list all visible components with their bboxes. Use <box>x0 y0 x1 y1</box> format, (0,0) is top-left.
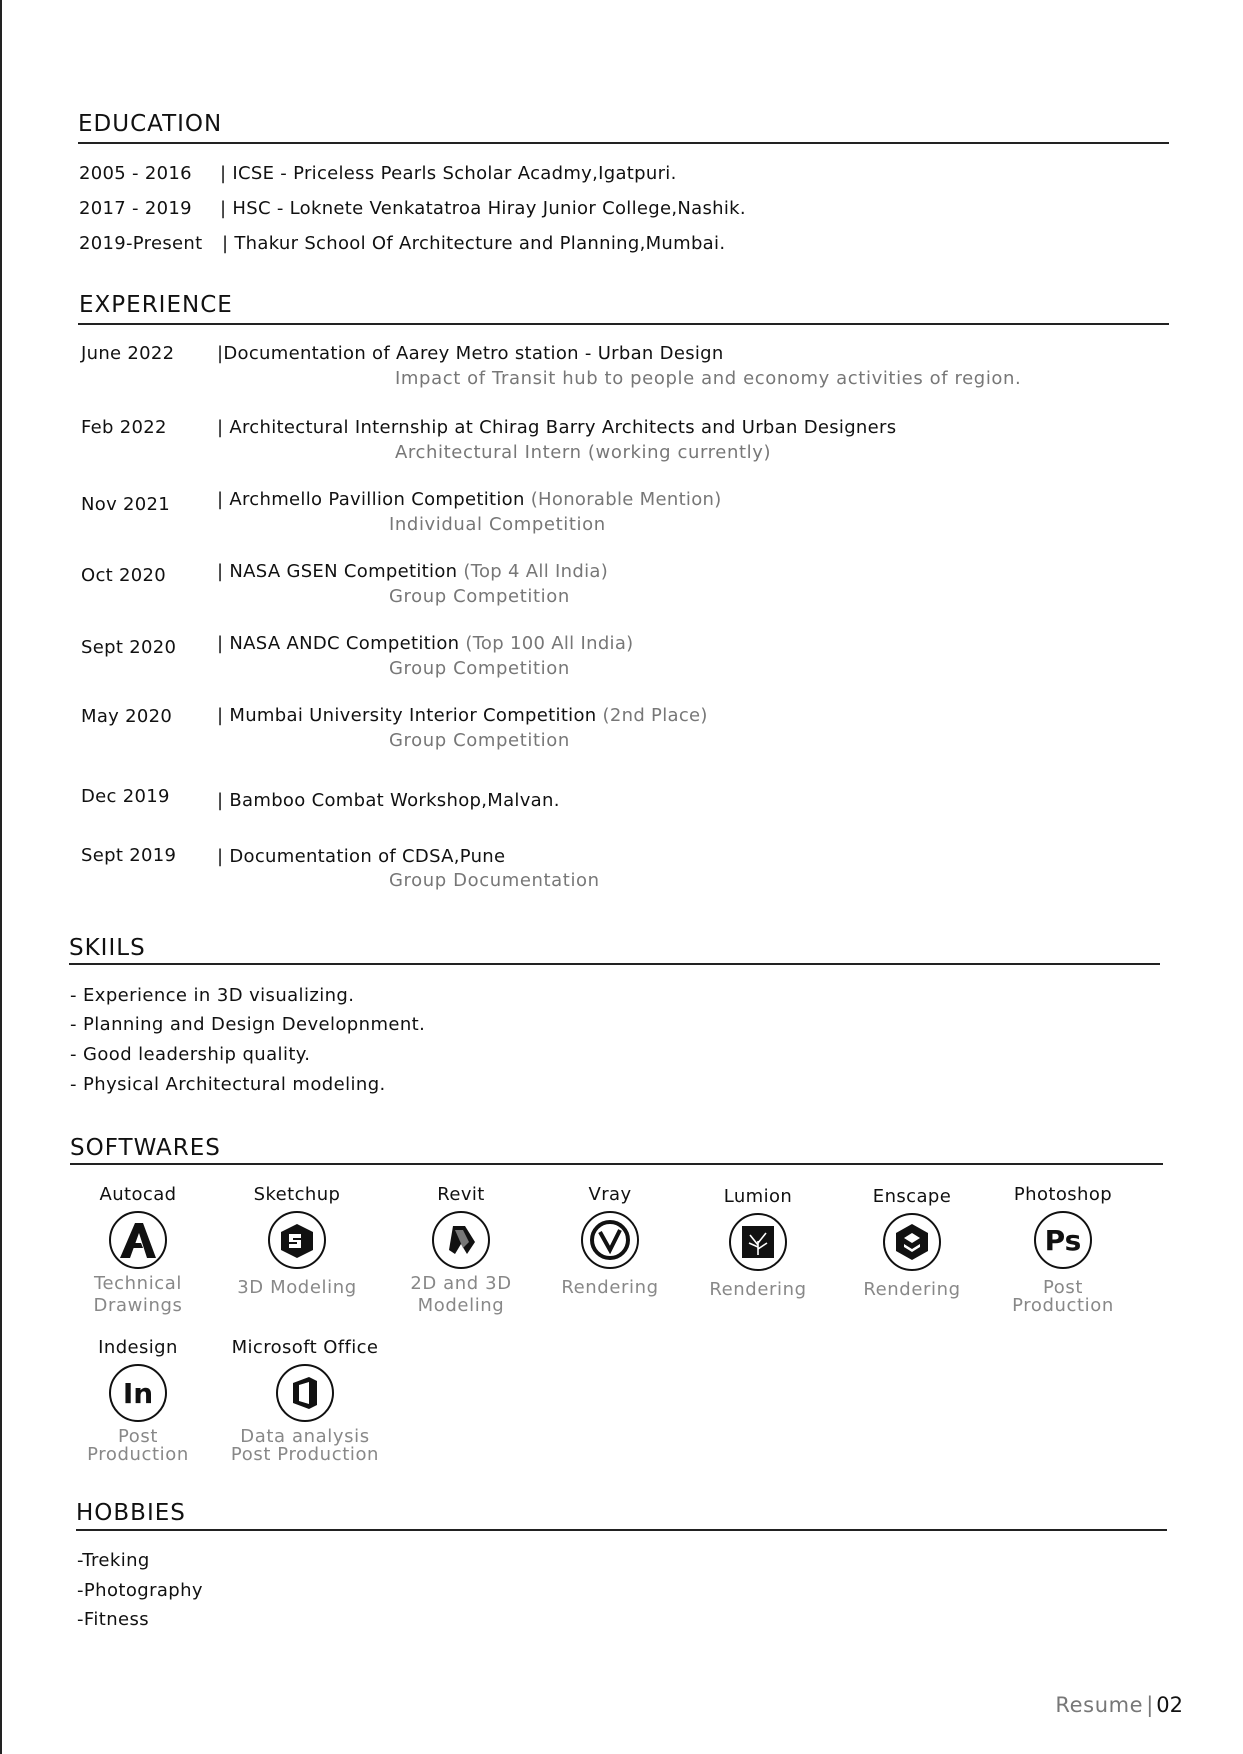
software-item <box>837 1186 987 1301</box>
software-use: Post Production <box>230 1444 380 1465</box>
softwares-heading: SOFTWARES <box>70 1135 221 1161</box>
experience-date: Sept 2019 <box>81 845 177 866</box>
software-use: Production <box>87 1444 189 1465</box>
education-heading: EDUCATION <box>78 111 223 137</box>
software-item <box>205 1337 405 1466</box>
software-use: Technical <box>93 1273 183 1294</box>
page-left-border <box>0 0 2 1754</box>
experience-date: June 2022 <box>81 343 175 364</box>
experience-note: (Top 100 All India) <box>465 633 634 654</box>
experience-date: Dec 2019 <box>81 786 170 807</box>
experience-title <box>217 343 724 364</box>
software-use: Post <box>117 1426 159 1447</box>
softwares-rule <box>70 1163 1163 1165</box>
enscape-icon <box>883 1213 941 1271</box>
experience-date: Nov 2021 <box>81 494 171 515</box>
education-date: 2017 - 2019 <box>79 198 192 219</box>
software-use: 2D and 3D <box>410 1273 512 1294</box>
revit-icon <box>432 1211 490 1269</box>
experience-note: (2nd Place) <box>602 705 708 726</box>
experience-note: (Top 4 All India) <box>463 561 609 582</box>
software-use: 3D Modeling <box>237 1277 357 1298</box>
photoshop-icon: Ps <box>1034 1211 1092 1269</box>
software-name: Enscape <box>872 1186 952 1207</box>
software-item <box>63 1337 213 1466</box>
experience-title-text: | Mumbai University Interior Competition <box>217 705 597 726</box>
hobby-item: -Photography <box>77 1580 203 1601</box>
experience-subtitle: Group Competition <box>389 658 570 679</box>
autocad-icon <box>109 1211 167 1269</box>
software-item <box>386 1184 536 1317</box>
experience-heading: EXPERIENCE <box>79 292 233 318</box>
software-item <box>988 1184 1138 1317</box>
experience-title-text: | Archmello Pavillion Competition <box>217 489 525 510</box>
education-entry: | Thakur School Of Architecture and Planning,Mumbai. <box>222 233 726 254</box>
experience-subtitle: Individual Competition <box>389 514 606 535</box>
experience-title <box>217 417 896 438</box>
software-name: Vray <box>588 1184 632 1205</box>
skill-item: - Planning and Design Developnment. <box>70 1014 426 1035</box>
vray-icon <box>581 1211 639 1269</box>
software-use: Post <box>1042 1277 1084 1298</box>
software-item <box>535 1184 685 1299</box>
lumion-icon <box>729 1213 787 1271</box>
software-name: Indesign <box>98 1337 178 1358</box>
education-date: 2005 - 2016 <box>79 163 192 184</box>
education-rule <box>78 142 1169 144</box>
page-number: 02 <box>1156 1693 1183 1717</box>
experience-rule <box>78 323 1169 325</box>
skill-item: - Good leadership quality. <box>70 1044 311 1065</box>
experience-title <box>217 790 560 811</box>
experience-title-text: | NASA GSEN Competition <box>217 561 458 582</box>
skill-item: - Physical Architectural modeling. <box>70 1074 386 1095</box>
skills-heading: SKIILS <box>69 935 146 961</box>
software-name: Lumion <box>723 1186 793 1207</box>
experience-title <box>217 489 722 510</box>
experience-title-text: |Documentation of Aarey Metro station - Urban Design <box>217 343 724 364</box>
software-name: Photoshop <box>1013 1184 1113 1205</box>
experience-title-text: | Architectural Internship at Chirag Barry Architects and Urban Designers <box>217 417 897 438</box>
education-entry: | HSC - Loknete Venkatatroa Hiray Junior College,Nashik. <box>220 198 746 219</box>
experience-title <box>217 633 634 654</box>
experience-date: Sept 2020 <box>81 637 177 658</box>
skills-rule <box>69 963 1160 965</box>
software-use: Rendering <box>561 1277 659 1298</box>
experience-note: (Honorable Mention) <box>530 489 722 510</box>
software-name: Sketchup <box>253 1184 341 1205</box>
experience-title-text: | Bamboo Combat Workshop,Malvan. <box>217 790 560 811</box>
software-item <box>222 1184 372 1299</box>
footer-label: Resume <box>1055 1693 1144 1717</box>
experience-title-text: | NASA ANDC Competition <box>217 633 460 654</box>
software-name: Autocad <box>99 1184 177 1205</box>
page-footer <box>1055 1693 1183 1717</box>
indesign-icon: In <box>109 1364 167 1422</box>
experience-subtitle: Group Competition <box>389 586 570 607</box>
experience-title <box>217 705 708 726</box>
software-item <box>63 1184 213 1317</box>
software-use: Production <box>1012 1295 1114 1316</box>
skill-item: - Experience in 3D visualizing. <box>70 985 355 1006</box>
hobbies-heading: HOBBIES <box>76 1500 186 1526</box>
education-date: 2019-Present <box>79 233 203 254</box>
software-name: Revit <box>437 1184 485 1205</box>
sketchup-icon <box>268 1211 326 1269</box>
experience-title <box>217 561 608 582</box>
software-use: Rendering <box>863 1279 961 1300</box>
microsoft-office-icon <box>276 1364 334 1422</box>
education-entry: | ICSE - Priceless Pearls Scholar Acadmy,Igatpuri. <box>220 163 677 184</box>
hobby-item: -Treking <box>77 1550 150 1571</box>
software-use: Drawings <box>93 1295 183 1316</box>
footer-separator: | <box>1146 1693 1154 1717</box>
experience-subtitle: Architectural Intern (working currently) <box>395 442 772 463</box>
hobby-item: -Fitness <box>77 1609 150 1630</box>
experience-date: Oct 2020 <box>81 565 167 586</box>
software-name: Microsoft Office <box>231 1337 379 1358</box>
hobbies-rule <box>76 1529 1167 1531</box>
experience-subtitle: Impact of Transit hub to people and economy activities of region. <box>395 368 1022 389</box>
experience-date: May 2020 <box>81 706 173 727</box>
experience-subtitle: Group Competition <box>389 730 570 751</box>
experience-title-text: | Documentation of CDSA,Pune <box>217 846 506 867</box>
experience-title <box>217 846 505 867</box>
experience-date: Feb 2022 <box>81 417 167 438</box>
software-use: Rendering <box>709 1279 807 1300</box>
software-use: Modeling <box>417 1295 505 1316</box>
software-use: Data analysis <box>240 1426 370 1447</box>
software-item <box>683 1186 833 1301</box>
experience-subtitle: Group Documentation <box>389 870 600 891</box>
